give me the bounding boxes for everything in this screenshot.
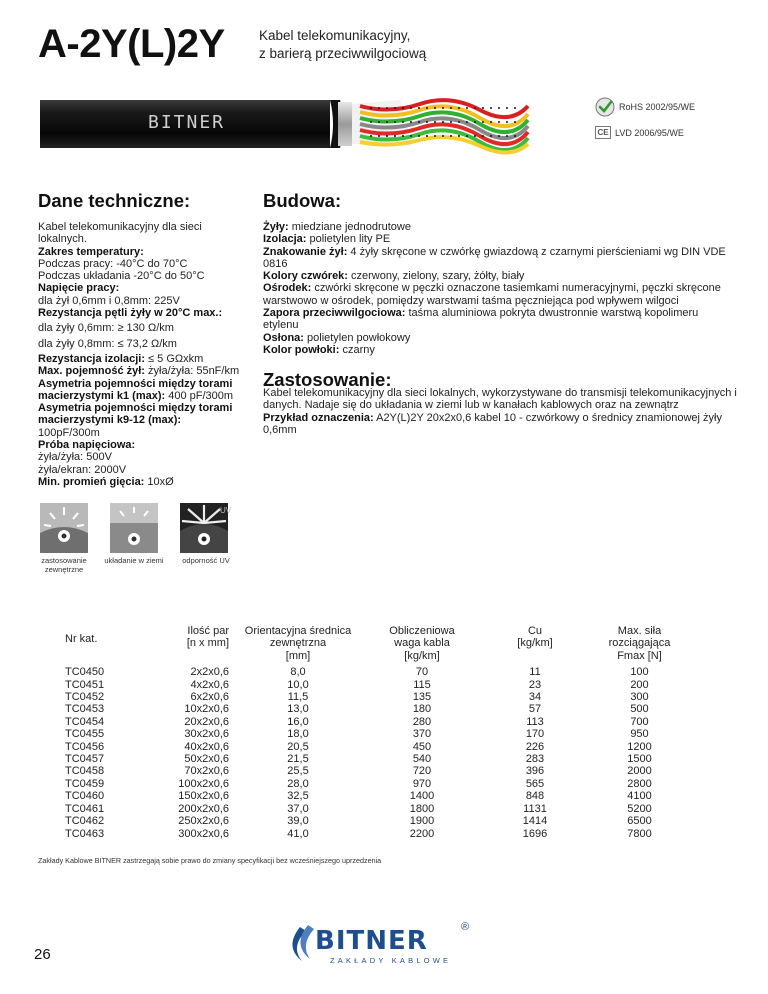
table-cell: 11 xyxy=(529,666,541,679)
insulation-label: Rezystancja izolacji: xyxy=(38,352,145,365)
ce-mark-icon: CE xyxy=(595,126,611,139)
table-cell: 1900 xyxy=(409,815,435,828)
construction-item xyxy=(263,307,733,332)
table-cell: 300x2x0,6 xyxy=(178,827,229,840)
product-subtitle xyxy=(259,27,426,63)
check-seal-icon xyxy=(595,97,615,117)
table-cell: 2000 xyxy=(627,765,652,778)
table-cell: 115 xyxy=(413,678,431,691)
asymmetry-k1-label: Asymetria pojemności między torami macierzystymi k1 (max): xyxy=(38,377,233,402)
table-cell: TC0456 xyxy=(65,740,105,753)
construction-item xyxy=(263,282,733,307)
construction-section-title: Budowa: xyxy=(263,190,342,211)
table-row xyxy=(38,778,690,790)
cert-rohs xyxy=(595,97,695,117)
table-cell: 34 xyxy=(528,691,542,704)
construction-item-text: polietylen powłokowy xyxy=(303,331,411,344)
construction-item-text: miedziane jednodrutowe xyxy=(288,221,411,233)
footnote: Zakłady Kablowe BITNER zastrzegają sobie prawo do zmiany specyfikacji bez wcześniejszego uprzedzenia xyxy=(38,856,382,865)
table-cell: 700 xyxy=(630,715,649,728)
construction-list xyxy=(263,221,733,356)
table-cell: 39,0 xyxy=(287,815,309,828)
designation-example-label: Przykład oznaczenia: xyxy=(263,411,374,424)
table-cell: 1414 xyxy=(522,815,548,828)
page-number: 26 xyxy=(34,946,51,963)
application-text xyxy=(263,387,743,436)
table-cell: 7800 xyxy=(627,827,652,840)
construction-item-label: Kolor powłoki: xyxy=(263,343,340,356)
construction-item-label: Osłona: xyxy=(263,331,304,344)
table-row xyxy=(38,741,690,753)
voltage-value: dla żył 0,6mm i 0,8mm: 225V xyxy=(38,294,180,307)
loop-resistance-08: dla żyły 0,8mm: ≤ 73,2 Ω/km xyxy=(38,337,177,350)
logo-registered-mark: ® xyxy=(461,921,470,933)
table-header-row xyxy=(38,625,690,666)
subtitle-line-2: z barierą przeciwwilgociową xyxy=(259,46,427,61)
table-cell: 25,5 xyxy=(287,765,309,778)
table-cell: 1131 xyxy=(523,802,547,815)
table-cell: TC0450 xyxy=(65,666,105,679)
construction-item xyxy=(263,246,733,271)
column-header-line: [kg/km] xyxy=(517,637,553,650)
table-row xyxy=(38,679,690,691)
table-cell: 300 xyxy=(630,691,649,704)
asymmetry-k9-label: Asymetria pojemności między torami macierzystymi k9-12 (max): xyxy=(38,402,233,427)
capacitance-label: Max. pojemność żył: xyxy=(38,365,145,378)
column-header-line: Obliczeniowa xyxy=(389,625,455,637)
table-cell: 135 xyxy=(412,691,432,704)
table-cell: 13,0 xyxy=(287,703,309,716)
construction-item xyxy=(263,332,733,344)
column-header xyxy=(589,625,690,666)
table-cell: 32,5 xyxy=(287,790,309,803)
table-cell: 50x2x0,6 xyxy=(184,753,229,766)
table-cell: 540 xyxy=(412,753,432,766)
table-cell: 283 xyxy=(525,753,545,766)
table-cell: 1200 xyxy=(627,740,652,753)
table-cell: 41,0 xyxy=(287,827,309,840)
table-cell: 20x2x0,6 xyxy=(184,715,229,728)
specs-table-body xyxy=(38,666,690,840)
table-cell: 40x2x0,6 xyxy=(184,740,229,753)
column-header-line: [kg/km] xyxy=(404,649,440,662)
designation-example-text: A2Y(L)2Y 20x2x0,6 kabel 10 - czwórkowy o średnicy znamionowej żyły 0,6mm xyxy=(263,411,722,436)
voltage-test-screen: żyła/ekran: 2000V xyxy=(38,463,127,476)
table-cell: 2200 xyxy=(409,827,435,840)
table-cell: 848 xyxy=(525,790,545,803)
insulation-value: ≤ 5 GΩxkm xyxy=(145,352,204,365)
cable-image xyxy=(40,96,528,152)
table-cell: 57 xyxy=(528,703,542,716)
table-cell: 100 xyxy=(630,666,649,679)
table-cell: 950 xyxy=(630,728,649,741)
voltage-test-label: Próba napięciowa: xyxy=(38,439,136,452)
column-header-line: Max. siła xyxy=(617,625,662,637)
table-cell: 2800 xyxy=(627,777,652,790)
capacitance-value: żyła/żyła: 55nF/km xyxy=(144,365,240,378)
table-cell: 5200 xyxy=(627,802,652,815)
table-cell: 4x2x0,6 xyxy=(190,678,229,691)
table-cell: 23 xyxy=(528,678,542,691)
column-header xyxy=(123,625,233,666)
table-row xyxy=(38,828,690,840)
table-cell: 100x2x0,6 xyxy=(178,777,229,790)
column-header-line: [mm] xyxy=(285,649,311,662)
table-cell: 6x2x0,6 xyxy=(190,691,229,704)
cable-brand-print: BITNER xyxy=(148,112,226,133)
table-cell: 450 xyxy=(412,740,432,753)
table-cell: 8,0 xyxy=(290,666,306,679)
table-cell: 10,0 xyxy=(287,678,309,691)
construction-item xyxy=(263,344,733,356)
application-description: Kabel telekomunikacyjny dla sieci lokalnych, wykorzystywane do transmisji telekomunikacyjnych i danych. Nadaje się do układania w ziemi lub w kanałach kablowych oraz na zewnątrz xyxy=(263,387,737,412)
construction-item-text: czerwony, zielony, szary, żółty, biały xyxy=(347,270,525,283)
construction-item-label: Zapora przeciwwilgociowa: xyxy=(263,307,406,320)
table-row xyxy=(38,716,690,728)
table-cell: TC0462 xyxy=(65,815,105,828)
column-header-line: Fmax [N] xyxy=(617,649,662,662)
voltage-test-wire: żyła/żyła: 500V xyxy=(38,451,112,464)
table-cell: 1500 xyxy=(627,753,652,766)
specs-table xyxy=(38,625,690,840)
column-header-line: rozciągająca xyxy=(608,637,671,650)
construction-item-label: Ośrodek: xyxy=(263,282,312,295)
table-cell: 250x2x0,6 xyxy=(178,815,229,828)
construction-item xyxy=(263,221,733,233)
construction-item-label: Znakowanie żył: xyxy=(263,245,348,258)
table-cell: 370 xyxy=(412,728,432,741)
table-row xyxy=(38,728,690,740)
voltage-label: Napięcie pracy: xyxy=(38,282,120,295)
table-cell: 6500 xyxy=(627,815,652,828)
bend-radius-value: 10xØ xyxy=(144,475,174,488)
table-cell: 11,5 xyxy=(287,691,309,704)
underground-laying-caption: układanie w ziemi xyxy=(104,556,164,565)
temp-label: Zakres temperatury: xyxy=(38,245,144,258)
uv-badge: UV xyxy=(220,506,232,515)
table-cell: 970 xyxy=(412,777,432,790)
column-header-line: Nr kat. xyxy=(65,633,98,645)
table-cell: 1400 xyxy=(409,790,435,803)
outdoor-use-caption: zastosowanie zewnętrzne xyxy=(41,556,87,574)
table-cell: 28,0 xyxy=(287,777,309,790)
table-cell: 21,5 xyxy=(287,753,309,766)
tech-intro: Kabel telekomunikacyjny dla sieci lokalnych. xyxy=(38,221,202,246)
tech-specs xyxy=(38,221,250,488)
column-header xyxy=(38,625,123,666)
column-header-line: zewnętrzna xyxy=(269,637,327,650)
column-header xyxy=(363,625,481,666)
logo-tagline: ZAKŁADY KABLOWE xyxy=(330,956,452,965)
application-section-title: Zastosowanie: xyxy=(263,369,392,390)
column-header-line: waga kabla xyxy=(394,637,450,650)
table-cell: 1696 xyxy=(522,827,548,840)
construction-item-text: polietylen lity PE xyxy=(306,233,391,246)
table-row xyxy=(38,691,690,703)
table-cell: 20,5 xyxy=(287,740,309,753)
construction-item-label: Żyły: xyxy=(263,221,289,233)
table-cell: 18,0 xyxy=(287,728,309,741)
construction-item-text: 4 żyły skręcone w czwórkę gwiazdową z czarnymi pierścieniami wg DIN VDE 0816 xyxy=(263,245,726,270)
bend-radius-label: Min. promień gięcia: xyxy=(38,475,145,488)
table-cell: 565 xyxy=(525,777,545,790)
table-row xyxy=(38,666,690,678)
uv-resistance-caption: odporność UV xyxy=(182,556,230,565)
column-header-line: Orientacyjna średnica xyxy=(244,625,352,637)
table-cell: 200 xyxy=(630,678,649,691)
construction-item xyxy=(263,233,733,245)
table-cell: TC0458 xyxy=(65,765,105,778)
table-cell: TC0460 xyxy=(65,790,105,803)
logo-wordmark: BITNER xyxy=(315,926,428,956)
table-row xyxy=(38,790,690,802)
table-cell: 2x2x0,6 xyxy=(190,666,229,679)
designation-example xyxy=(263,412,743,437)
table-cell: 170 xyxy=(525,728,545,741)
table-cell: 150x2x0,6 xyxy=(178,790,229,803)
construction-item-label: Izolacja: xyxy=(263,233,307,246)
construction-item-text: taśma aluminiowa pokryta dwustronnie warstwą kopolimeru etylenu xyxy=(263,307,699,332)
cert-lvd-label: LVD 2006/95/WE xyxy=(615,127,684,138)
column-header xyxy=(481,625,589,666)
column-header xyxy=(233,625,363,666)
table-cell: 180 xyxy=(412,703,432,716)
table-cell: 113 xyxy=(526,715,544,728)
table-cell: 4100 xyxy=(627,790,652,803)
table-cell: 70x2x0,6 xyxy=(184,765,229,778)
table-cell: 16,0 xyxy=(287,715,309,728)
subtitle-line-1: Kabel telekomunikacyjny, xyxy=(259,28,411,43)
column-header-line: Ilość par xyxy=(187,625,229,637)
table-cell: 200x2x0,6 xyxy=(178,802,229,815)
table-row xyxy=(38,815,690,827)
table-cell: 70 xyxy=(415,666,429,679)
tech-section-title: Dane techniczne: xyxy=(38,190,191,211)
table-cell: 396 xyxy=(525,765,545,778)
table-cell: TC0461 xyxy=(65,802,105,815)
column-header-line: Cu xyxy=(527,625,543,637)
table-cell: TC0459 xyxy=(65,777,105,790)
construction-item xyxy=(263,270,733,282)
table-cell: 226 xyxy=(525,740,545,753)
table-row xyxy=(38,765,690,777)
table-cell: TC0454 xyxy=(65,715,105,728)
product-code: A-2Y(L)2Y xyxy=(38,22,225,66)
table-cell: TC0463 xyxy=(65,827,105,840)
cert-rohs-label: RoHS 2002/95/WE xyxy=(619,102,696,112)
uv-resistance-icon xyxy=(180,503,232,553)
cert-lvd xyxy=(595,126,684,139)
table-cell: 30x2x0,6 xyxy=(184,728,229,741)
table-cell: 37,0 xyxy=(287,802,309,815)
table-cell: 500 xyxy=(630,703,649,716)
table-cell: TC0457 xyxy=(65,753,105,766)
temp-install: Podczas układania -20°C do 50°C xyxy=(38,270,205,283)
specs-table-header xyxy=(38,625,690,666)
table-cell: 10x2x0,6 xyxy=(184,703,229,716)
table-cell: 280 xyxy=(412,715,432,728)
table-row xyxy=(38,753,690,765)
table-cell: TC0451 xyxy=(65,678,105,691)
asymmetry-k1-value: 400 pF/300m xyxy=(165,389,234,402)
construction-item-text: czwórki skręcone w pęczki oznaczone tasiemkami numeracyjnymi, pęczki skręcone warstwowo w ośrodek, pomiędzy warstwami taśma pęczniejąca pod wpływem wilgoci xyxy=(263,282,721,307)
table-cell: TC0453 xyxy=(65,703,105,716)
table-row xyxy=(38,703,690,715)
temp-work: Podczas pracy: -40°C do 70°C xyxy=(38,257,188,270)
construction-item-text: czarny xyxy=(339,343,375,356)
table-cell: TC0452 xyxy=(65,691,105,704)
table-row xyxy=(38,803,690,815)
table-cell: TC0455 xyxy=(65,728,105,741)
asymmetry-k9-value: 100pF/300m xyxy=(38,426,100,439)
outdoor-use-icon xyxy=(40,503,88,553)
column-header-line: [n x mm] xyxy=(186,637,229,650)
loop-resistance-06: dla żyły 0,6mm: ≥ 130 Ω/km xyxy=(38,322,174,335)
underground-laying-icon xyxy=(110,503,158,553)
construction-item-label: Kolory czwórek: xyxy=(263,270,348,283)
loop-resistance-label: Rezystancja pętli żyły w 20°C max.: xyxy=(38,307,223,320)
table-cell: 720 xyxy=(412,765,432,778)
table-cell: 1800 xyxy=(409,802,435,815)
